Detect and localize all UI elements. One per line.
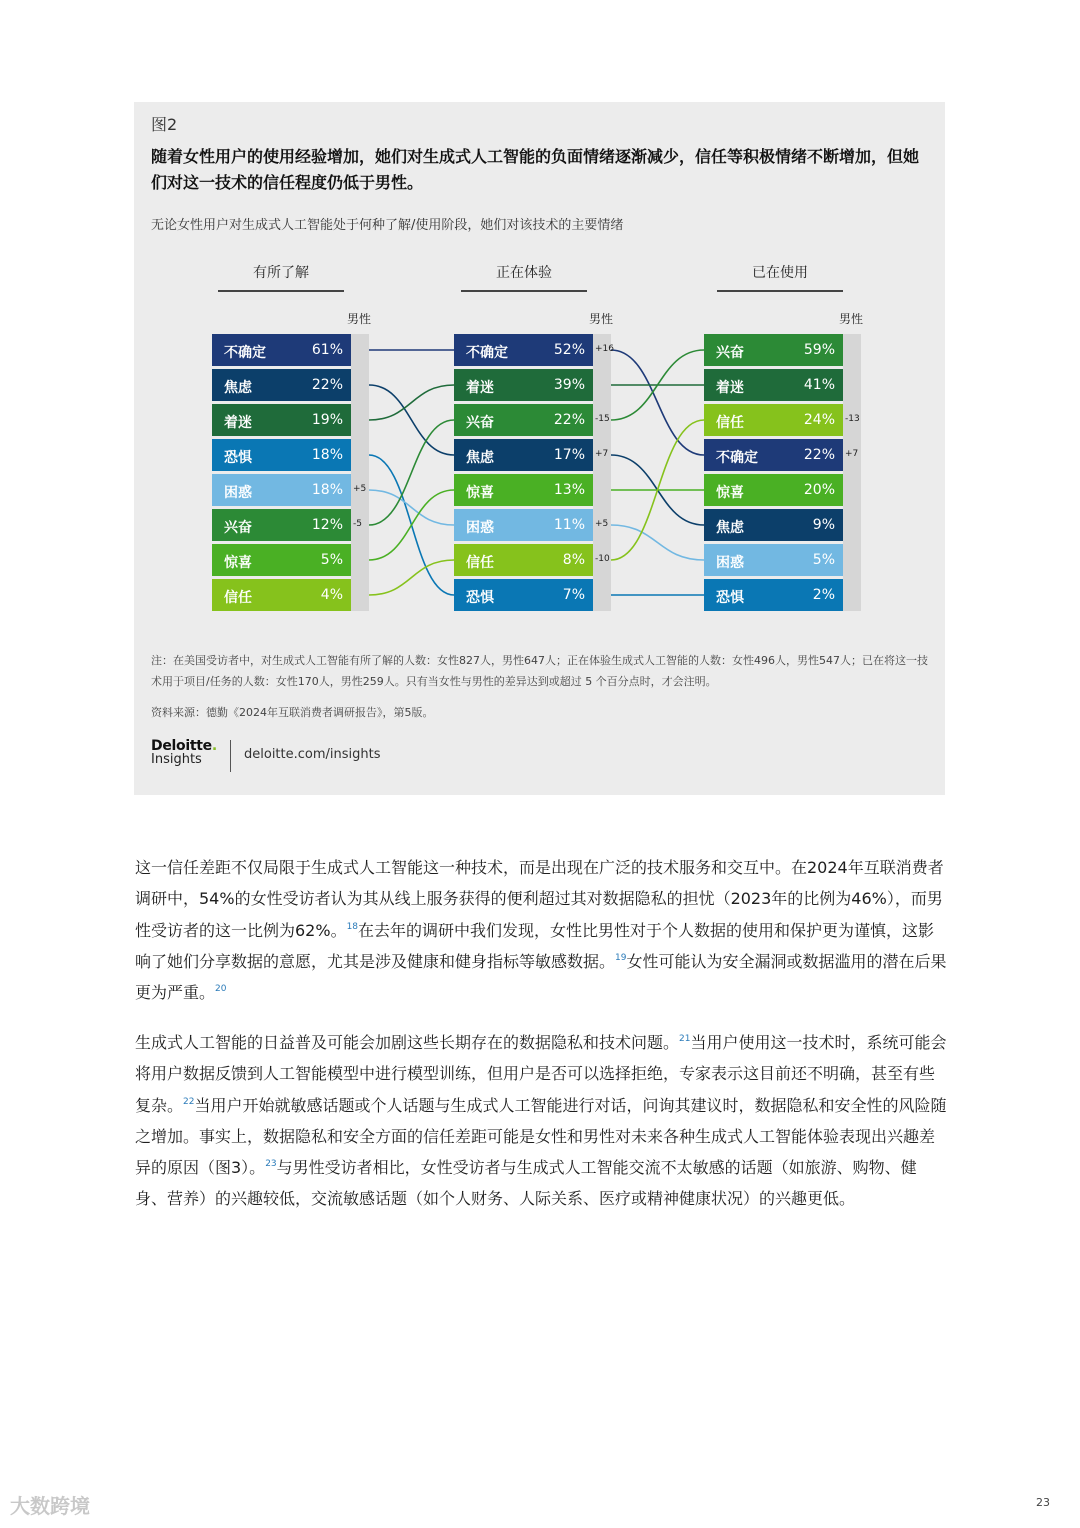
emotion-bar bbox=[704, 509, 843, 541]
emotion-label: 着迷 bbox=[224, 415, 252, 431]
emotion-value: 39% bbox=[553, 377, 585, 393]
emotion-label: 信任 bbox=[466, 555, 494, 571]
male-difference: +5 bbox=[353, 484, 367, 494]
transition-link bbox=[369, 490, 454, 525]
stage-heading: 有所了解 bbox=[218, 262, 344, 292]
emotion-bar bbox=[704, 439, 843, 471]
male-column-label: 男性 bbox=[839, 312, 864, 326]
emotion-value: 61% bbox=[311, 342, 343, 358]
male-difference: +7 bbox=[845, 449, 859, 459]
emotion-bar bbox=[454, 544, 593, 576]
emotion-value: 9% bbox=[812, 517, 835, 533]
emotion-bar bbox=[454, 474, 593, 506]
emotion-label: 兴奋 bbox=[466, 415, 494, 431]
stage-heading: 已在使用 bbox=[717, 262, 843, 292]
figure-title: 随着女性用户的使用经验增加，她们对生成式人工智能的负面情绪逐渐减少，信任等积极情绪不断增加，但她们对这一技术的信任程度仍低于男性。 bbox=[151, 147, 920, 192]
emotion-value: 5% bbox=[320, 552, 343, 568]
p2-text-4: 与男性受访者相比，女性受访者与生成式人工智能交流不太敏感的话题（如旅游、购物、健身、营养）的兴趣较低，交流敏感话题（如个人财务、人际关系、医疗或精神健康状况）的兴趣更低。 bbox=[135, 1158, 917, 1209]
emotion-bar bbox=[704, 474, 843, 506]
emotion-value: 2% bbox=[812, 587, 835, 603]
emotion-bar bbox=[212, 404, 351, 436]
footnote-ref-18[interactable]: 18 bbox=[346, 921, 359, 932]
emotion-label: 困惑 bbox=[466, 520, 494, 536]
emotion-value: 11% bbox=[553, 517, 585, 533]
emotion-label: 恐惧 bbox=[716, 590, 744, 606]
transition-link bbox=[369, 385, 454, 420]
emotion-bar bbox=[212, 579, 351, 611]
male-column bbox=[843, 334, 861, 611]
emotion-label: 焦虑 bbox=[716, 520, 744, 536]
emotion-bar bbox=[212, 509, 351, 541]
emotion-label: 恐惧 bbox=[224, 450, 252, 466]
emotion-label: 不确定 bbox=[466, 345, 508, 361]
figure-note: 注：在美国受访者中，对生成式人工智能有所了解的人数：女性827人，男性647人；正在体验生成式人工智能的人数：女性496人，男性547人；已在将这一技术用于项目/任务的人数：女性170人，男性259人。只有当女性与男性的差异达到或超过 5 个百分点时，才会注明。 bbox=[151, 654, 928, 688]
male-column-label: 男性 bbox=[347, 312, 372, 326]
watermark: 大数跨境 bbox=[10, 1494, 90, 1518]
body-paragraph-2 bbox=[135, 1027, 947, 1215]
male-column bbox=[593, 334, 611, 611]
footnote-ref-22[interactable]: 22 bbox=[183, 1096, 195, 1107]
footnote-ref-20[interactable]: 20 bbox=[215, 984, 227, 995]
emotion-label: 焦虑 bbox=[466, 450, 494, 466]
emotion-label: 惊喜 bbox=[466, 485, 494, 501]
logo-wordmark: Deloitte bbox=[151, 738, 212, 754]
emotion-bar bbox=[454, 404, 593, 436]
male-difference: +5 bbox=[595, 519, 609, 529]
emotion-value: 22% bbox=[803, 447, 835, 463]
transition-link bbox=[611, 350, 704, 455]
emotion-value: 20% bbox=[803, 482, 835, 498]
emotion-value: 8% bbox=[562, 552, 585, 568]
emotion-bar bbox=[454, 579, 593, 611]
emotion-bar bbox=[212, 369, 351, 401]
emotion-value: 17% bbox=[553, 447, 585, 463]
emotion-bar bbox=[212, 544, 351, 576]
emotion-value: 19% bbox=[311, 412, 343, 428]
page-number: 23 bbox=[1036, 1496, 1050, 1509]
transition-link bbox=[369, 385, 454, 455]
p2-text-1: 生成式人工智能的日益普及可能会加剧这些长期存在的数据隐私和技术问题。 bbox=[135, 1033, 680, 1052]
emotion-value: 18% bbox=[311, 447, 343, 463]
emotion-label: 惊喜 bbox=[716, 485, 744, 501]
emotion-label: 着迷 bbox=[716, 380, 744, 396]
p1-text-1: 这一信任差距不仅局限于生成式人工智能这一种技术，而是出现在广泛的技术服务和交互中。在2024年互联消费者调研中，54%的女性受访者认为其从线上服务获得的便利超过其对数据隐私的担忧（2023年的比例为46%），而男性受访者的这一比例为62%。 bbox=[135, 858, 944, 940]
figure-panel bbox=[134, 102, 945, 795]
emotion-label: 惊喜 bbox=[224, 555, 252, 571]
emotion-value: 41% bbox=[803, 377, 835, 393]
emotion-label: 信任 bbox=[224, 590, 252, 606]
transition-link bbox=[369, 490, 454, 560]
emotion-bar bbox=[704, 369, 843, 401]
deloitte-insights-logo bbox=[151, 738, 217, 767]
emotion-label: 信任 bbox=[716, 415, 744, 431]
logo-insights: Insights bbox=[151, 752, 202, 767]
emotion-bar bbox=[704, 404, 843, 436]
emotion-label: 恐惧 bbox=[466, 590, 494, 606]
footnote-ref-19[interactable]: 19 bbox=[615, 952, 627, 963]
male-difference: -10 bbox=[595, 554, 610, 564]
male-difference: -5 bbox=[353, 519, 362, 529]
emotion-value: 59% bbox=[803, 342, 835, 358]
emotion-value: 24% bbox=[803, 412, 835, 428]
emotion-value: 7% bbox=[562, 587, 585, 603]
emotion-bar bbox=[454, 334, 593, 366]
logo-divider bbox=[230, 740, 231, 772]
emotion-label: 困惑 bbox=[224, 485, 252, 501]
emotion-bar bbox=[704, 579, 843, 611]
emotion-label: 不确定 bbox=[224, 345, 266, 361]
emotion-bar bbox=[454, 509, 593, 541]
emotion-label: 不确定 bbox=[716, 450, 758, 466]
emotion-value: 18% bbox=[311, 482, 343, 498]
emotion-value: 4% bbox=[320, 587, 343, 603]
emotion-value: 12% bbox=[311, 517, 343, 533]
male-difference: -15 bbox=[595, 414, 610, 424]
male-difference: +16 bbox=[595, 344, 614, 354]
figure-label: 图2 bbox=[151, 115, 178, 134]
emotion-bar bbox=[704, 334, 843, 366]
emotion-value: 22% bbox=[311, 377, 343, 393]
p2-text-3: 当用户开始就敏感话题或个人话题与生成式人工智能进行对话，问询其建议时，数据隐私和安全性的风险随之增加。事实上，数据隐私和安全方面的信任差距可能是女性和男性对未来各种生成式人工智能体验表现出兴趣差异的原因（图3）。 bbox=[135, 1095, 947, 1178]
footnote-ref-23[interactable]: 23 bbox=[265, 1159, 277, 1170]
male-column-label: 男性 bbox=[589, 312, 614, 326]
transition-link bbox=[369, 420, 454, 525]
footnote-ref-21[interactable]: 21 bbox=[679, 1034, 691, 1044]
emotion-value: 5% bbox=[812, 552, 835, 568]
stage-heading: 正在体验 bbox=[461, 262, 587, 292]
figure-source: 资料来源：德勤《2024年互联消费者调研报告》，第5版。 bbox=[151, 706, 434, 719]
emotion-label: 兴奋 bbox=[224, 520, 252, 536]
emotion-bar bbox=[704, 544, 843, 576]
emotion-value: 13% bbox=[553, 482, 585, 498]
emotion-label: 兴奋 bbox=[716, 345, 744, 361]
male-column bbox=[351, 334, 369, 611]
p1-text-3: 女性可能认为安全漏洞或数据滥用的潜在后果更为严重。 bbox=[135, 951, 947, 1003]
emotion-value: 52% bbox=[553, 342, 585, 358]
figure-subtitle: 无论女性用户对生成式人工智能处于何种了解/使用阶段，她们对该技术的主要情绪 bbox=[151, 218, 624, 233]
emotion-label: 焦虑 bbox=[224, 380, 252, 396]
emotion-label: 困惑 bbox=[716, 555, 744, 571]
emotion-bar bbox=[212, 334, 351, 366]
male-difference: -13 bbox=[845, 414, 860, 424]
insights-link[interactable]: deloitte.com/insights bbox=[244, 747, 381, 762]
emotion-bar bbox=[212, 439, 351, 471]
emotion-label: 着迷 bbox=[466, 380, 494, 396]
male-difference: +7 bbox=[595, 449, 609, 459]
emotion-bar bbox=[454, 439, 593, 471]
body-paragraph-1 bbox=[135, 852, 947, 1008]
logo-dot: . bbox=[211, 738, 217, 754]
emotion-value: 22% bbox=[553, 412, 585, 428]
emotion-bar bbox=[212, 474, 351, 506]
p2-text-2: 当用户使用这一技术时，系统可能会将用户数据反馈到人工智能模型中进行模型训练，但用户是否可以选择拒绝，专家表示这目前还不明确，甚至有些复杂。 bbox=[135, 1033, 947, 1115]
emotion-bar bbox=[454, 369, 593, 401]
p1-text-2: 在去年的调研中我们发现，女性比男性对于个人数据的使用和保护更为谨慎，这影响了她们分享数据的意愿，尤其是涉及健康和健身指标等敏感数据。 bbox=[135, 920, 935, 971]
